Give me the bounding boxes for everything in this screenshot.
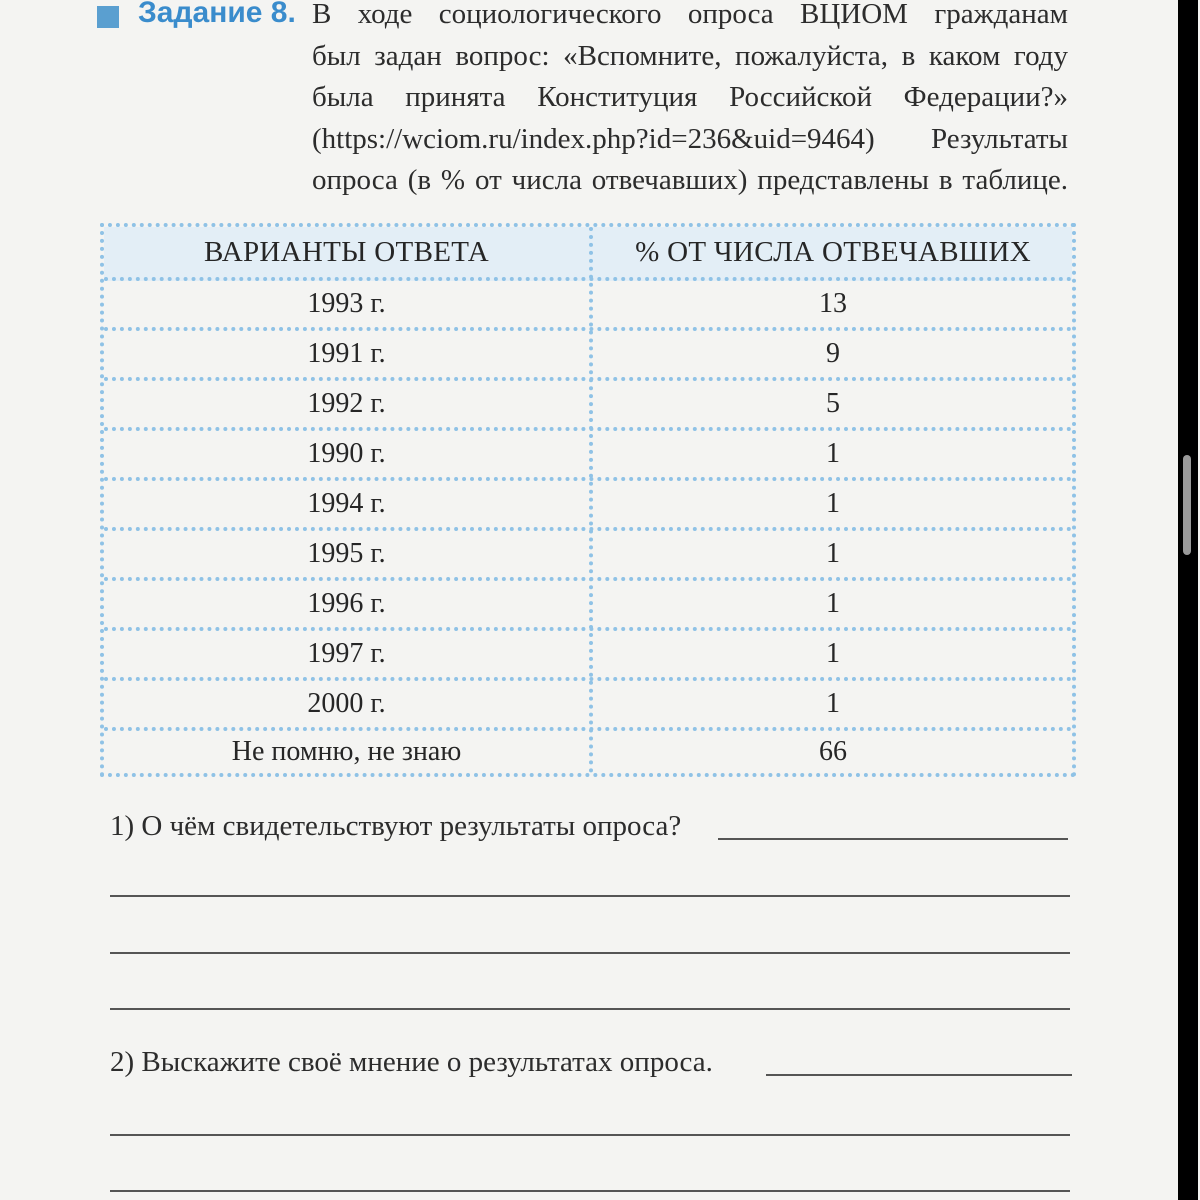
percent-cell: 1 — [826, 538, 840, 569]
intro-line: был задан вопрос: «Вспомните, пожалуйста, в каком году — [312, 39, 1068, 72]
answer-cell: 1996 г. — [307, 588, 386, 619]
answer-cell: 1995 г. — [307, 538, 386, 569]
answer-cell: 2000 г. — [307, 688, 386, 719]
intro-line: (https://wciom.ru/index.php?id=236&uid=9464) Результаты — [312, 122, 1068, 155]
scrollbar-track[interactable] — [1178, 0, 1198, 1200]
table-row — [104, 681, 1072, 731]
answer-line-q1-inline[interactable] — [718, 838, 1068, 840]
table-row — [104, 281, 1072, 331]
table-row — [104, 331, 1072, 381]
table-row — [104, 381, 1072, 431]
table-row — [104, 481, 1072, 531]
intro-line: была принята Конституция Российской Федерации?» — [312, 81, 1068, 113]
answer-cell: 1994 г. — [307, 488, 386, 519]
answer-cell: 1997 г. — [307, 638, 386, 669]
percent-cell: 13 — [819, 288, 847, 319]
answer-line[interactable] — [110, 895, 1070, 897]
task-square-icon — [97, 6, 119, 28]
answer-line[interactable] — [110, 1134, 1070, 1136]
question-2: 2) Выскажите своё мнение о результатах опроса. — [110, 1046, 713, 1078]
survey-table — [100, 223, 1076, 777]
task-intro — [312, 0, 1068, 202]
scrollbar-thumb[interactable] — [1183, 455, 1191, 555]
table-row — [104, 531, 1072, 581]
task-label: Задание 8. — [138, 0, 296, 29]
table-header-row — [104, 227, 1072, 281]
table-row — [104, 581, 1072, 631]
table-row — [104, 731, 1072, 773]
answer-line[interactable] — [110, 1008, 1070, 1010]
percent-cell: 5 — [826, 388, 840, 419]
answer-cell: 1993 г. — [307, 288, 386, 319]
answer-line[interactable] — [110, 952, 1070, 954]
intro-line: В ходе социологического опроса ВЦИОМ гражданам — [312, 0, 1068, 30]
column-divider — [589, 227, 593, 773]
percent-cell: 9 — [826, 338, 840, 369]
percent-cell: 66 — [819, 736, 847, 767]
percent-cell: 1 — [826, 488, 840, 519]
answer-cell: 1990 г. — [307, 438, 386, 469]
percent-cell: 1 — [826, 438, 840, 469]
answer-cell: 1992 г. — [307, 388, 386, 419]
percent-cell: 1 — [826, 688, 840, 719]
answer-line-q2-inline[interactable] — [766, 1074, 1072, 1076]
question-1: 1) О чём свидетельствуют результаты опроса? — [110, 810, 682, 842]
percent-cell: 1 — [826, 588, 840, 619]
header-percent: % ОТ ЧИСЛА ОТВЕЧАВШИХ — [635, 235, 1031, 268]
percent-cell: 1 — [826, 638, 840, 669]
table-row — [104, 631, 1072, 681]
intro-line: опроса (в % от числа отвечавших) представлены в таблице. — [312, 164, 1068, 196]
answer-cell: Не помню, не знаю — [231, 736, 462, 767]
answer-cell: 1991 г. — [307, 338, 386, 369]
header-answer-options: ВАРИАНТЫ ОТВЕТА — [203, 235, 490, 268]
table-row — [104, 431, 1072, 481]
answer-line[interactable] — [110, 1190, 1070, 1192]
